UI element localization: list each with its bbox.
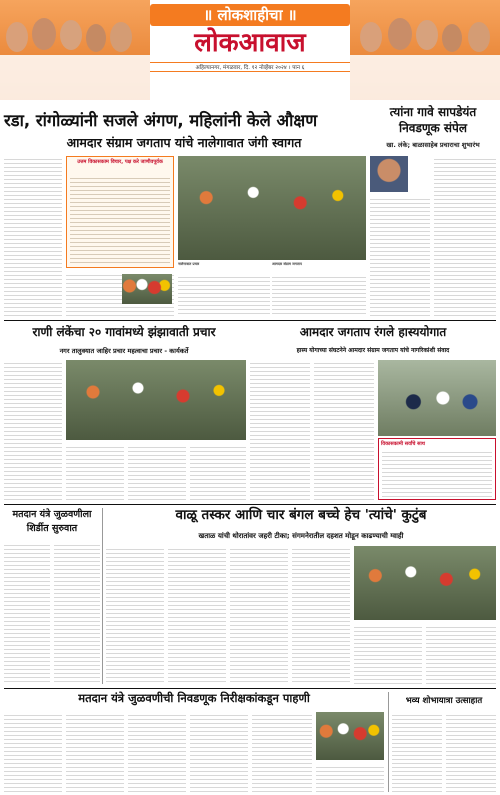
story3-text-col-1 bbox=[250, 360, 310, 500]
main-text-col-1 bbox=[4, 156, 62, 316]
story5-subhead: खताळ यांची थोरातांवर जहरी टीका; संगमनेरातील दहशत मोडून काढण्याची ग्वाही bbox=[198, 532, 404, 540]
vertical-rule-1 bbox=[102, 508, 103, 684]
masthead-title: लोकआवाज bbox=[194, 28, 306, 58]
story6-text-col-6 bbox=[316, 764, 384, 792]
story3-subhead: हास्य योगाच्या संघटनेने आमदार संग्राम जगताप यांचे नागरिकांशी संवाद bbox=[296, 347, 450, 354]
main-text-col-3 bbox=[178, 274, 270, 316]
masthead-banner: ॥ लोकशाहीचा ॥ bbox=[150, 4, 350, 26]
right-photo bbox=[370, 156, 408, 192]
story2-headline: राणी लंकेंचा २० गावांमध्ये झंझावाती प्रचार bbox=[32, 325, 216, 339]
story3-text-col-2 bbox=[314, 360, 374, 500]
right-subhead: खा. लंके; बाळासाहेब प्रचाराचा शुभारंभ bbox=[386, 141, 480, 149]
story3-box-title: विकासकामी सर्वांचे साथ bbox=[381, 441, 425, 447]
main-box bbox=[66, 156, 174, 268]
story5-photo bbox=[354, 546, 496, 620]
right-text-col-1 bbox=[370, 196, 430, 316]
story3-headline: आमदार जगताप रंगले हास्ययोगात bbox=[299, 325, 447, 339]
main-photo bbox=[178, 156, 366, 260]
story2-text-col-1 bbox=[4, 360, 62, 500]
story3-box bbox=[378, 438, 496, 500]
story6-text-col-3 bbox=[128, 712, 186, 792]
story2-text-col-2 bbox=[66, 444, 124, 500]
story6-text-col-5 bbox=[252, 712, 312, 792]
photo-caption-2: आमदार संग्राम जगताप bbox=[272, 262, 302, 266]
story5-headline: वाळू तस्कर आणि चार बंगल बच्चे हेच 'त्यांचे' कुटुंब bbox=[175, 507, 427, 523]
main-subhead: आमदार संग्राम जगताप यांचे नालेगावात जंगी स्वागत bbox=[66, 135, 302, 150]
masthead-leaders-right bbox=[350, 0, 500, 100]
story2-subhead: नगर तालुक्यात जाहिर प्रचार महत्वाचा प्रचार - कार्यकर्ते bbox=[59, 347, 189, 355]
story5-text-col-5 bbox=[354, 624, 422, 684]
story2-photo bbox=[66, 360, 246, 440]
story7-text-col-1 bbox=[392, 712, 442, 792]
story4-text-col-1 bbox=[4, 542, 50, 682]
photo-caption-1: नालेगावात प्रचार bbox=[178, 262, 200, 266]
main-photo-small bbox=[122, 274, 172, 304]
divider-1 bbox=[4, 320, 496, 321]
main-box-title: उत्तम विकासकाम विचार, पक्ष करे जाणीवपूर्वक bbox=[77, 159, 163, 165]
main-headline: रडा, रांगोळ्यांनी सजले अंगण, महिलांनी केले औक्षण bbox=[4, 111, 318, 130]
story7-headline: भव्य शोभायात्रा उत्साहात bbox=[405, 696, 483, 706]
vertical-rule-2 bbox=[388, 692, 389, 792]
story7-text-col-2 bbox=[446, 712, 496, 792]
divider-3 bbox=[4, 688, 496, 689]
story5-text-col-1 bbox=[106, 546, 164, 684]
right-headline: त्यांना गावे सापडेयंत निवडणूक संपेल bbox=[389, 105, 477, 135]
story3-photo bbox=[378, 360, 496, 436]
story2-text-col-4 bbox=[190, 444, 246, 500]
masthead bbox=[0, 0, 500, 100]
right-text-col-2 bbox=[434, 156, 496, 316]
story5-text-col-6 bbox=[426, 624, 496, 684]
story5-text-col-3 bbox=[230, 546, 288, 684]
story6-headline: मतदान यंत्रे जुळवणीची निवडणूक निरीक्षकांकडून पाहणी bbox=[78, 691, 310, 705]
story5-text-col-2 bbox=[168, 546, 226, 684]
divider-2 bbox=[4, 504, 496, 505]
main-text-col-4 bbox=[272, 274, 366, 316]
story5-text-col-4 bbox=[292, 546, 350, 684]
story2-text-col-3 bbox=[128, 444, 186, 500]
story4-headline: मतदान यंत्रे जुळवणीला शिर्डीत सुरुवात bbox=[12, 509, 92, 534]
masthead-dateline: अहिल्यानगर, मंगळवार, दि. १२ नोव्हेंबर २०२४ । पान ६ bbox=[150, 62, 350, 72]
story4-text-col-2 bbox=[54, 542, 100, 682]
story6-text-col-4 bbox=[190, 712, 248, 792]
story6-text-col-1 bbox=[4, 712, 62, 792]
story6-text-col-2 bbox=[66, 712, 124, 792]
masthead-leaders-left bbox=[0, 0, 150, 100]
story6-photo bbox=[316, 712, 384, 760]
